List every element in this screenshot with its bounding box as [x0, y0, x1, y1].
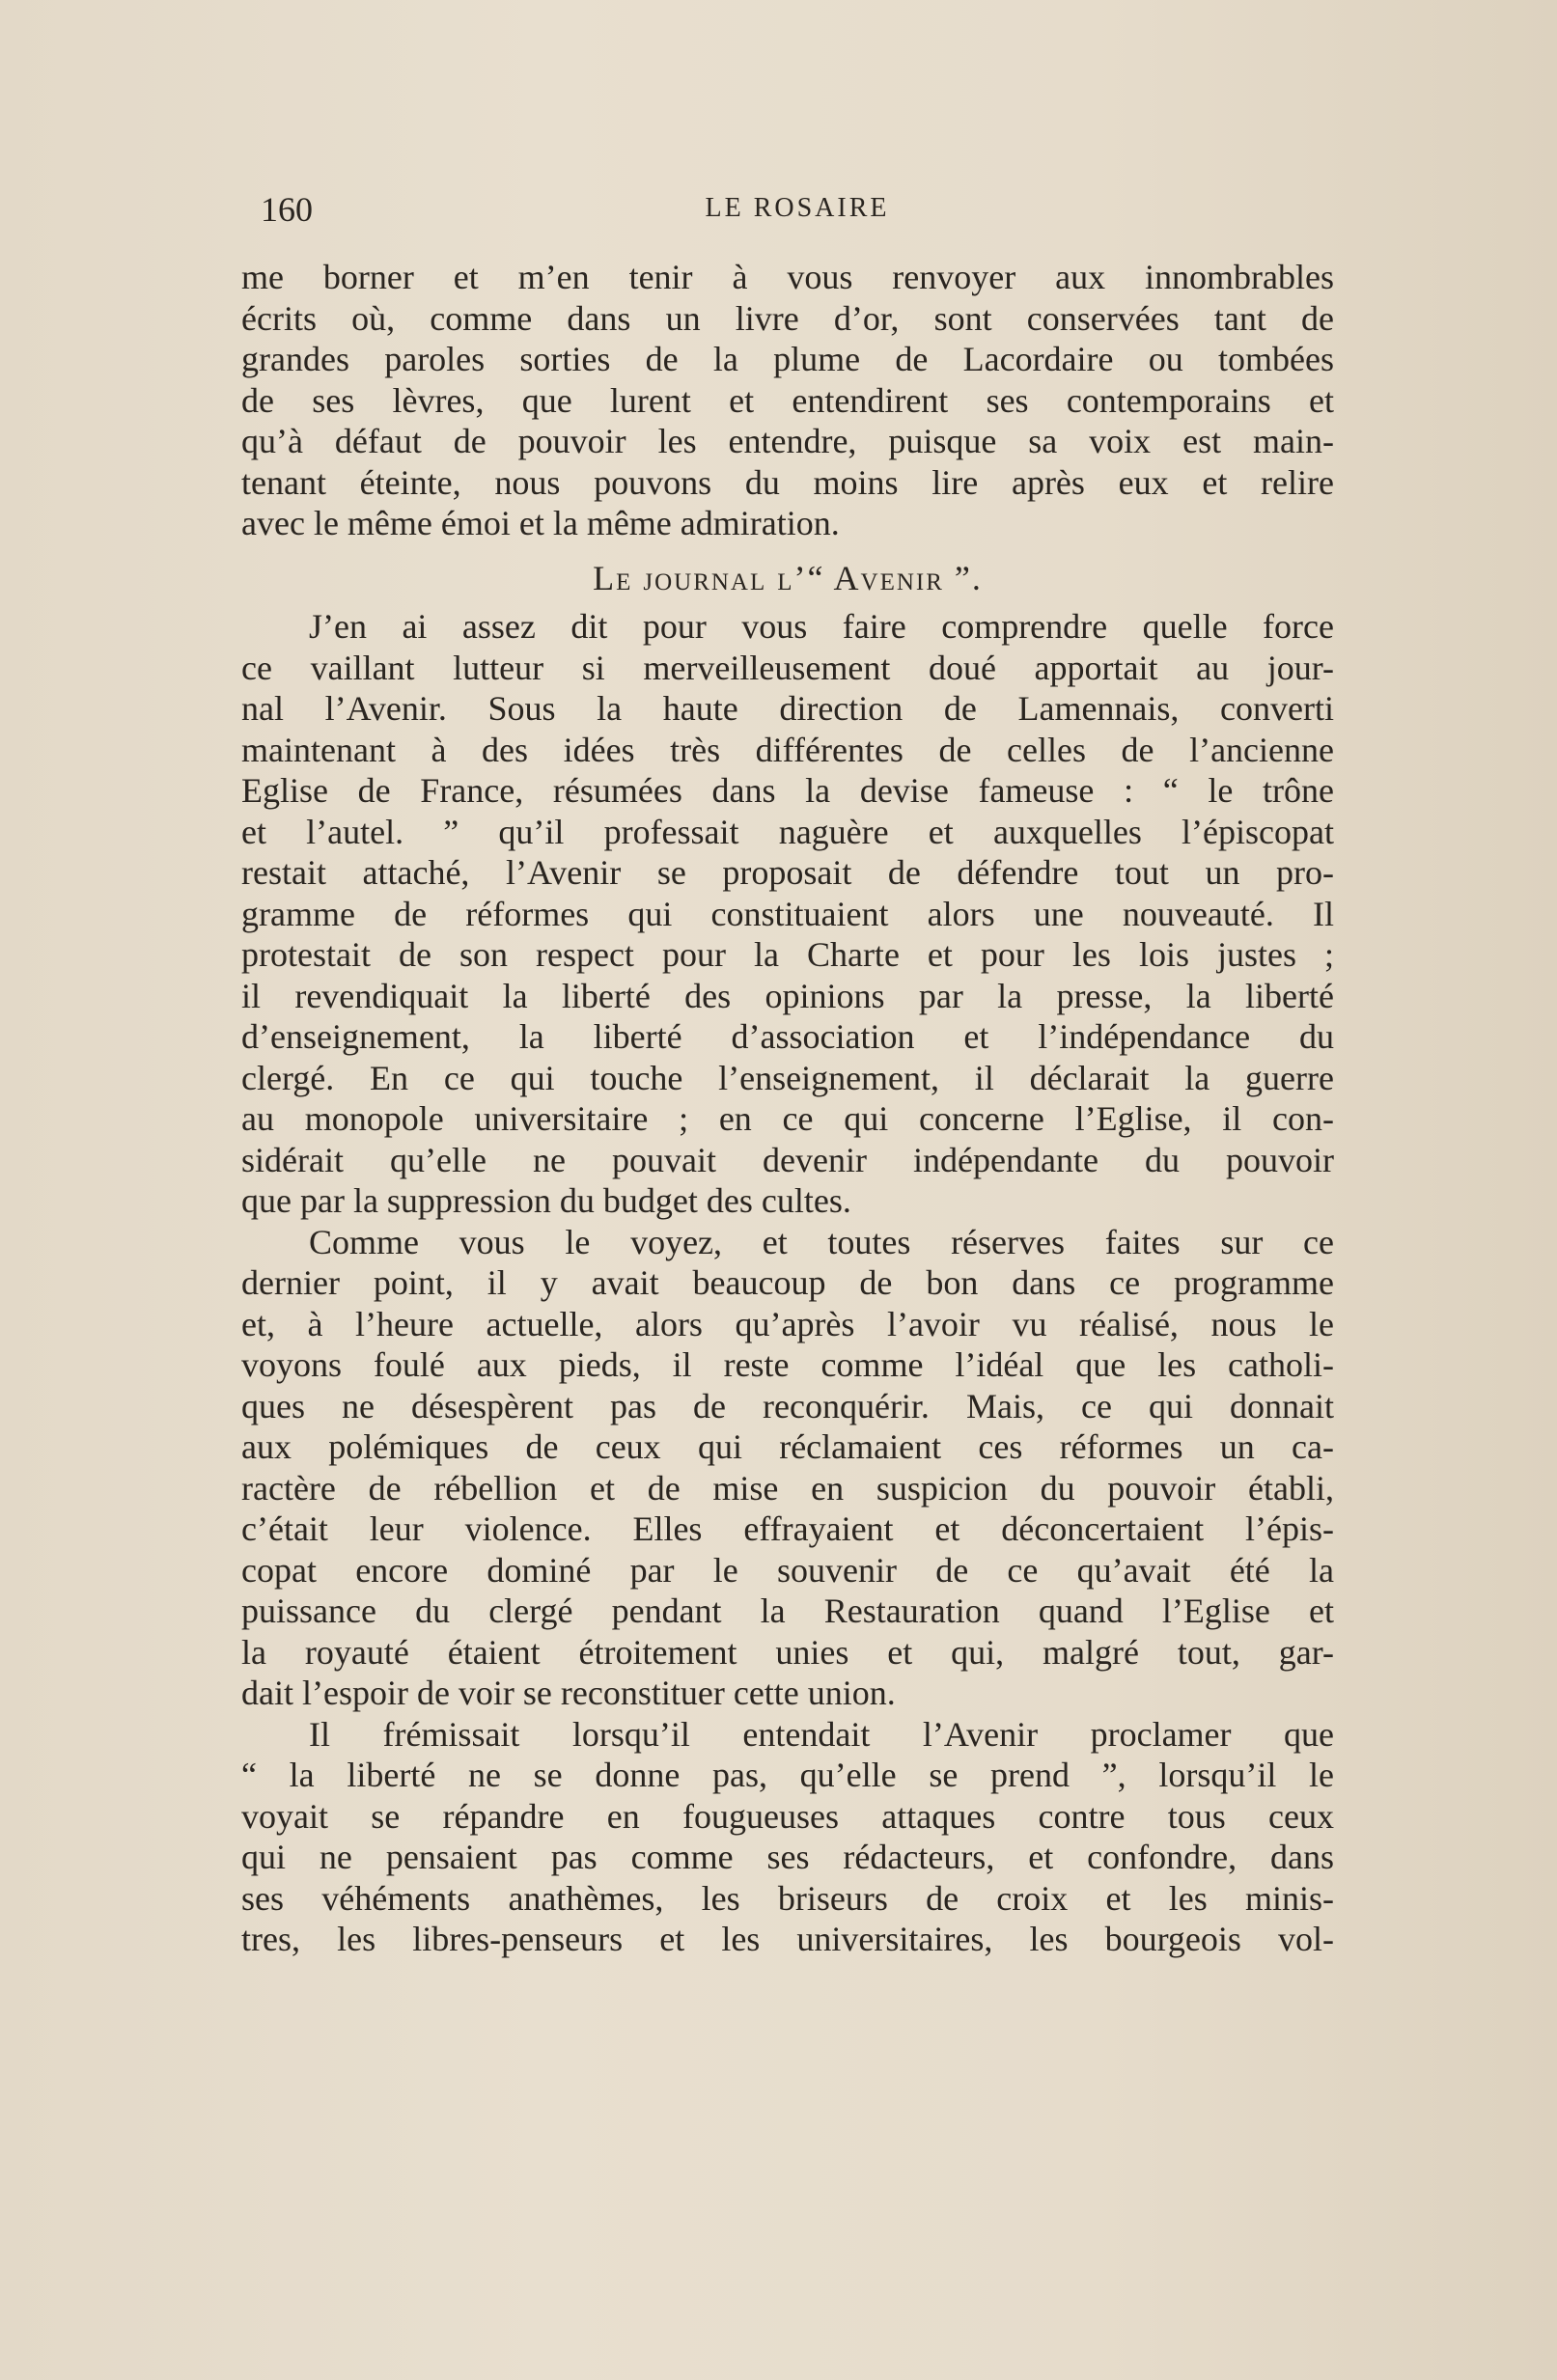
paragraph-4	[241, 1714, 1334, 1960]
text-line: dait l’espoir de voir se reconstituer cette union.	[241, 1674, 896, 1712]
text-line: tenant éteinte, nous pouvons du moins lire après eux et relire	[241, 462, 1334, 502]
text-line: Comme vous le voyez, et toutes réserves faites sur ce	[309, 1222, 1334, 1261]
text-line: Eglise de France, résumées dans la devise fameuse : “ le trône	[241, 771, 1334, 810]
text-line: ques ne désespèrent pas de reconquérir. Mais, ce qui donnait	[241, 1386, 1334, 1425]
text-line: au monopole universitaire ; en ce qui concerne l’Eglise, il con-	[241, 1099, 1334, 1138]
paragraph-3	[241, 1222, 1334, 1714]
paragraph-1	[241, 257, 1334, 544]
text-line: de ses lèvres, que lurent et entendirent ses contemporains et	[241, 380, 1334, 420]
text-line: maintenant à des idées très différentes de celles de l’ancienne	[241, 730, 1334, 769]
text-line: restait attaché, l’Avenir se proposait de défendre tout un pro-	[241, 853, 1334, 892]
text-line: c’était leur violence. Elles effrayaient et déconcertaient l’épis-	[241, 1509, 1334, 1548]
text-line: Il frémissait lorsqu’il entendait l’Avenir proclamer que	[309, 1714, 1334, 1754]
section-heading: Le journal l’“ Avenir ”.	[593, 558, 983, 597]
body-text	[241, 257, 1334, 1960]
text-line: me borner et m’en tenir à vous renvoyer aux innombrables	[241, 258, 1334, 296]
text-line: ractère de rébellion et de mise en suspicion du pouvoir établi,	[241, 1468, 1334, 1508]
text-line: puissance du clergé pendant la Restauration quand l’Eglise et	[241, 1591, 1334, 1630]
text-line: nal l’Avenir. Sous la haute direction de Lamennais, converti	[241, 689, 1334, 728]
page-header	[261, 189, 1334, 228]
text-line: aux polémiques de ceux qui réclamaient ces réformes un ca-	[241, 1427, 1334, 1466]
text-line: voyait se répandre en fougueuses attaques contre tous ceux	[241, 1796, 1334, 1836]
text-line: écrits où, comme dans un livre d’or, sont conservées tant de	[241, 298, 1334, 338]
text-line: d’enseignement, la liberté d’association et l’indépendance du	[241, 1017, 1334, 1056]
text-line: clergé. En ce qui touche l’enseignement, il déclarait la guerre	[241, 1058, 1334, 1097]
page-number: 160	[261, 190, 313, 229]
text-line: grandes paroles sorties de la plume de Lacordaire ou tombées	[241, 340, 1334, 378]
text-line: et, à l’heure actuelle, alors qu’après l’avoir vu réalisé, nous le	[241, 1304, 1334, 1343]
paragraph-2	[241, 606, 1334, 1222]
text-line: qu’à défaut de pouvoir les entendre, puisque sa voix est main-	[241, 422, 1334, 460]
running-title: LE ROSAIRE	[705, 193, 890, 223]
text-line: copat encore dominé par le souvenir de ce qu’avait été la	[241, 1550, 1334, 1590]
text-line: ses véhéments anathèmes, les briseurs de croix et les minis-	[241, 1878, 1334, 1918]
text-line: “ la liberté ne se donne pas, qu’elle se prend ”, lorsqu’il le	[241, 1756, 1334, 1794]
text-line: gramme de réformes qui constituaient alors une nouveauté. Il	[241, 894, 1334, 933]
text-line: dernier point, il y avait beaucoup de bon dans ce programme	[241, 1263, 1334, 1302]
text-line: et l’autel. ” qu’il professait naguère et auxquelles l’épiscopat	[241, 812, 1334, 851]
text-line: il revendiquait la liberté des opinions par la presse, la liberté	[241, 976, 1334, 1015]
text-line: tres, les libres-penseurs et les universitaires, les bourgeois vol-	[241, 1920, 1334, 1958]
text-line: sidérait qu’elle ne pouvait devenir indépendante du pouvoir	[241, 1140, 1334, 1179]
text-line: la royauté étaient étroitement unies et qui, malgré tout, gar-	[241, 1632, 1334, 1672]
text-line: voyons foulé aux pieds, il reste comme l’idéal que les catholi-	[241, 1345, 1334, 1384]
text-line: protestait de son respect pour la Charte et pour les lois justes ;	[241, 935, 1334, 974]
text-line: qui ne pensaient pas comme ses rédacteurs, et confondre, dans	[241, 1838, 1334, 1876]
text-line: avec le même émoi et la même admiration.	[241, 504, 840, 542]
text-line: ce vaillant lutteur si merveilleusement doué apportait au jour-	[241, 648, 1334, 687]
text-line: J’en ai assez dit pour vous faire comprendre quelle force	[309, 607, 1334, 646]
text-line: que par la suppression du budget des cultes.	[241, 1181, 851, 1220]
